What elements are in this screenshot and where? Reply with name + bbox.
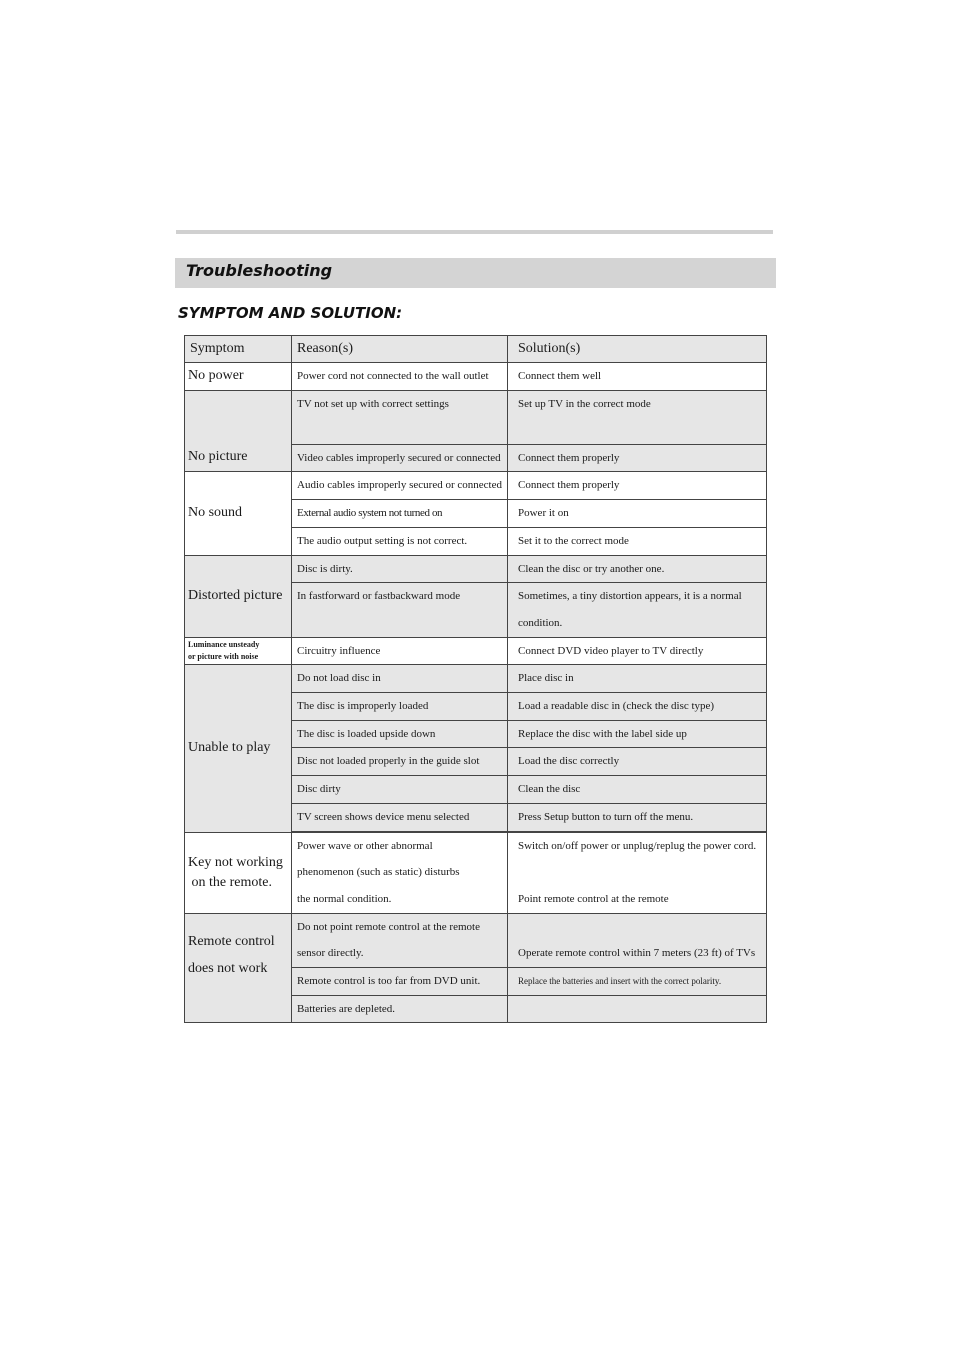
reason-line: sensor directly. — [297, 947, 364, 960]
reason-line: Do not point remote control at the remote — [297, 920, 480, 933]
reason-cell: The disc is improperly loaded — [292, 693, 508, 721]
solution-line: Sometimes, a tiny distortion appears, it is a normal — [518, 590, 742, 603]
reason-cell — [292, 913, 508, 967]
solution-line: condition. — [518, 616, 563, 629]
symptom-line: or picture with noise — [188, 651, 259, 661]
solution-cell: Load a readable disc in (check the disc type) — [508, 693, 767, 721]
symptom-no-sound: No sound — [185, 472, 292, 555]
troubleshooting-table — [184, 335, 767, 1023]
symptom-no-picture: No picture — [185, 390, 292, 472]
reason-cell — [292, 832, 508, 913]
reason-cell: Audio cables improperly secured or connected — [292, 472, 508, 500]
table-header-row — [185, 336, 767, 363]
subheading: SYMPTOM AND SOLUTION: — [178, 304, 403, 322]
symptom-distorted-picture: Distorted picture — [185, 555, 292, 637]
section-title-bar — [175, 258, 776, 288]
reason-cell: External audio system not turned on — [292, 500, 508, 528]
reason-line: the normal condition. — [297, 892, 392, 905]
solution-cell: Connect them well — [508, 363, 767, 391]
symptom-key-not-working — [185, 832, 292, 913]
solution-cell: Place disc in — [508, 665, 767, 693]
solution-line: Operate remote control within 7 meters (23 ft) of TVs — [518, 947, 756, 960]
symptom-line: on the remote. — [188, 874, 272, 890]
header-reason: Reason(s) — [292, 336, 508, 363]
table-row — [185, 472, 767, 500]
symptom-unable-to-play: Unable to play — [185, 665, 292, 832]
reason-cell: Do not load disc in — [292, 665, 508, 693]
solution-line: Point remote control at the remote — [518, 892, 669, 905]
solution-cell: Press Setup button to turn off the menu. — [508, 803, 767, 831]
solution-line — [518, 859, 762, 886]
table-row — [185, 363, 767, 391]
symptom-line: does not work — [188, 960, 268, 976]
table-row — [185, 665, 767, 693]
symptom-luminance — [185, 637, 292, 665]
reason-cell: Remote control is too far from DVD unit. — [292, 968, 508, 996]
solution-line: Switch on/off power or unplug/replug the power cord. — [518, 839, 757, 852]
section-title: Troubleshooting — [186, 261, 333, 280]
solution-cell: Load the disc correctly — [508, 748, 767, 776]
symptom-no-power: No power — [185, 363, 292, 391]
symptom-line: Luminance unsteady — [188, 639, 260, 649]
reason-cell: Disc dirty — [292, 776, 508, 804]
solution-cell: Connect them properly — [508, 472, 767, 500]
table-row — [185, 637, 767, 665]
solution-line — [518, 914, 766, 941]
reason-cell: The disc is loaded upside down — [292, 720, 508, 748]
symptom-remote-not-working — [185, 913, 292, 1023]
solution-cell: Clean the disc or try another one. — [508, 555, 767, 583]
header-solution: Solution(s) — [508, 336, 767, 363]
top-rule — [176, 230, 773, 234]
solution-cell: Connect them properly — [508, 444, 767, 472]
solution-cell: Connect DVD video player to TV directly — [508, 637, 767, 665]
reason-line: phenomenon (such as static) disturbs — [297, 866, 460, 879]
reason-cell: TV not set up with correct settings — [292, 390, 508, 444]
solution-cell: Clean the disc — [508, 776, 767, 804]
solution-cell — [508, 583, 767, 637]
reason-cell: In fastforward or fastbackward mode — [292, 583, 508, 637]
reason-cell: Disc is dirty. — [292, 555, 508, 583]
solution-cell — [508, 995, 767, 1023]
reason-line: Power wave or other abnormal — [297, 839, 433, 852]
symptom-line: Remote control — [188, 933, 275, 949]
solution-cell: Power it on — [508, 500, 767, 528]
solution-cell: Set it to the correct mode — [508, 527, 767, 555]
solution-cell: Replace the disc with the label side up — [508, 720, 767, 748]
table-row — [185, 555, 767, 583]
solution-cell — [508, 913, 767, 967]
solution-cell: Replace the batteries and insert with the correct polarity. — [508, 968, 767, 996]
reason-cell: Video cables improperly secured or connected — [292, 444, 508, 472]
reason-cell: Circuitry influence — [292, 637, 508, 665]
table-row — [185, 913, 767, 967]
table-row — [185, 832, 767, 913]
solution-cell: Set up TV in the correct mode — [508, 390, 767, 444]
symptom-line: Key not working — [188, 854, 283, 870]
header-symptom: Symptom — [185, 336, 292, 363]
reason-cell: The audio output setting is not correct. — [292, 527, 508, 555]
reason-cell: Disc not loaded properly in the guide slot — [292, 748, 508, 776]
reason-cell: Power cord not connected to the wall outlet — [292, 363, 508, 391]
reason-cell: TV screen shows device menu selected — [292, 803, 508, 831]
reason-cell: Batteries are depleted. — [292, 995, 508, 1023]
table-row — [185, 390, 767, 444]
solution-cell — [508, 832, 767, 913]
